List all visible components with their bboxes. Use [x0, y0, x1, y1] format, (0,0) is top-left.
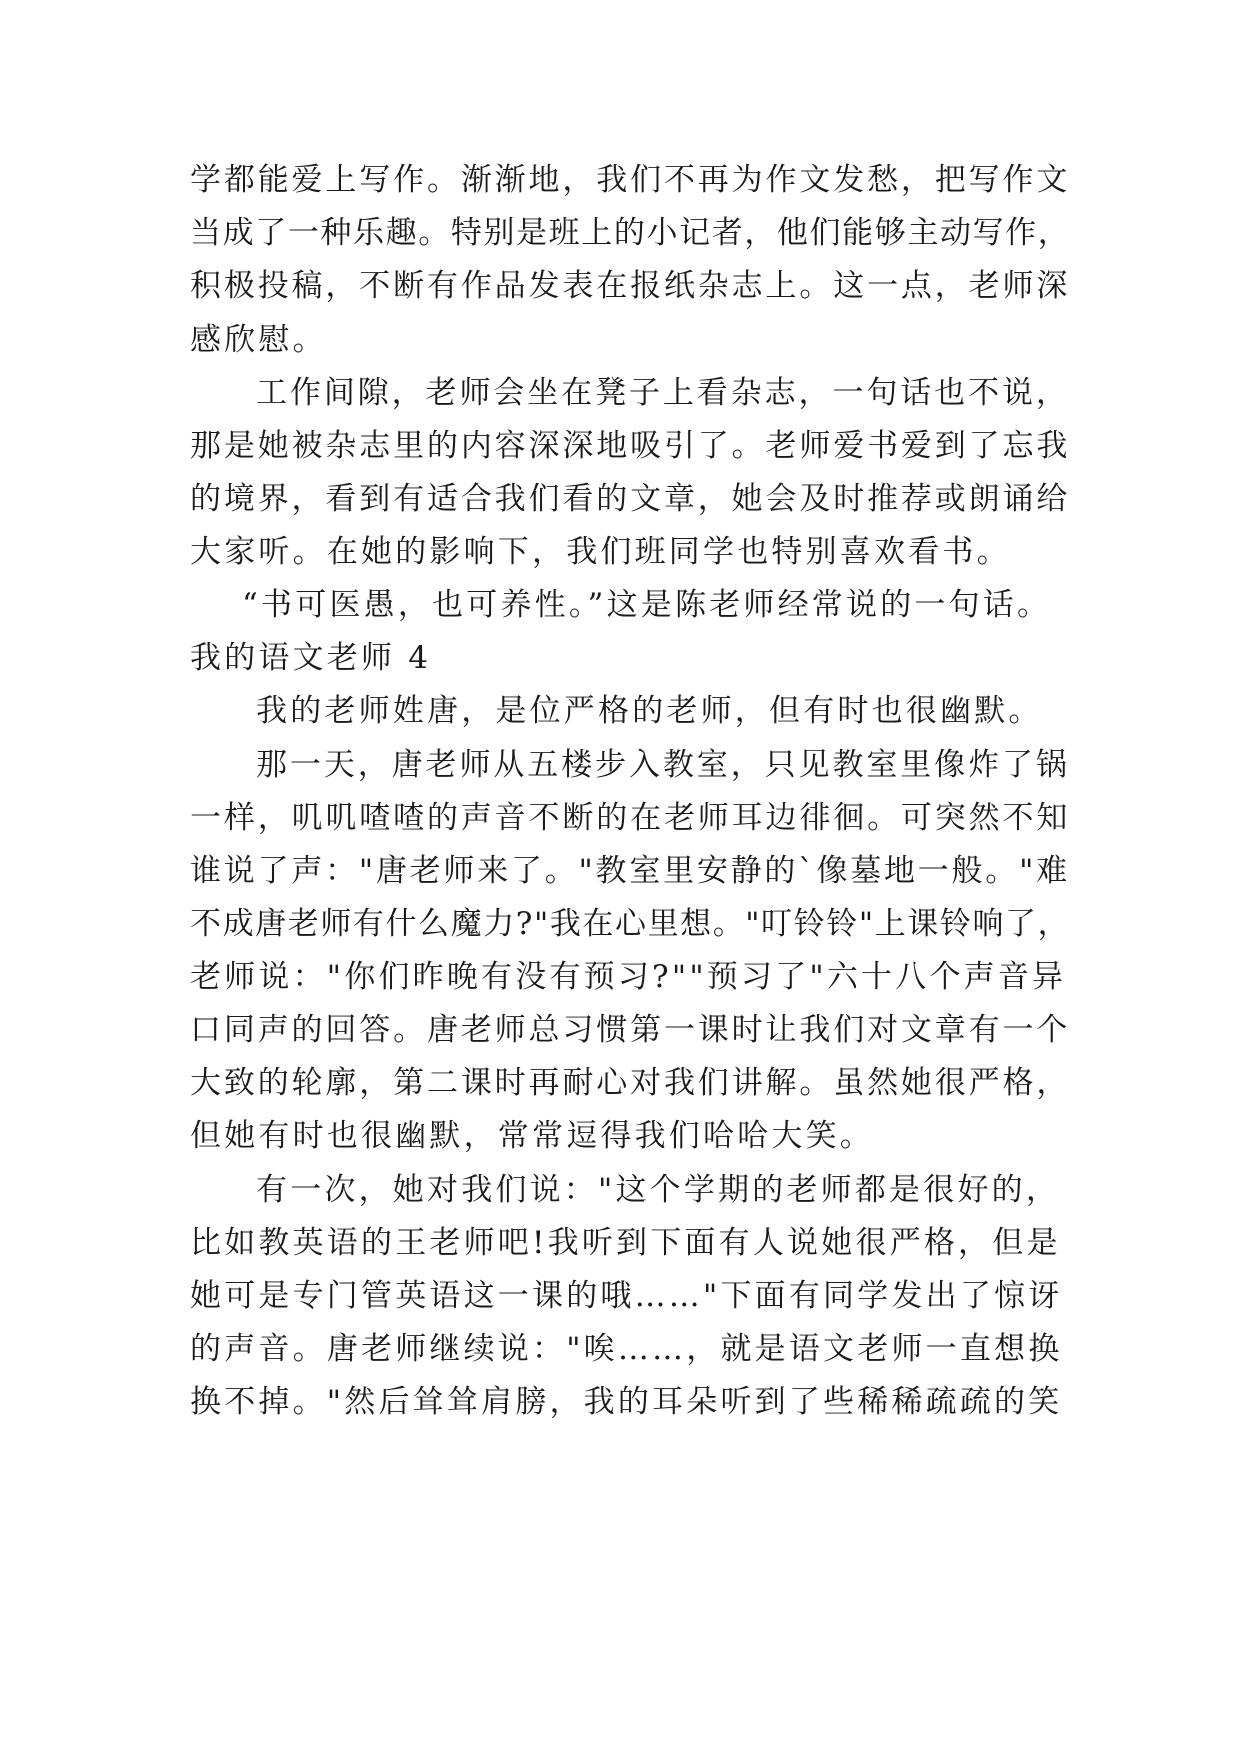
paragraph-first-line: 有一次，她对我们说："这个学期的老师都是很好的，: [256, 1172, 1061, 1208]
text-line: 她可是专门管英语这一课的哦……"下面有同学发出了惊讶: [190, 1278, 1063, 1314]
text-line: 那是她被杂志里的内容深深地吸引了。老师爱书爱到了忘我: [190, 428, 1071, 464]
text-line: 比如教英语的王老师吧!我听到下面有人说她很严格，但是: [190, 1225, 1061, 1261]
text-line: 谁说了声："唐老师来了。"教室里安静的`像墓地一般。"难: [190, 853, 1070, 889]
text-line: 当成了一种乐趣。特别是班上的小记者，他们能够主动写作，: [190, 215, 1071, 251]
text-line: 不成唐老师有什么魔力?"我在心里想。"叮铃铃"上课铃响了，: [190, 906, 1071, 942]
text-line: 大致的轮廓，第二课时再耐心对我们讲解。虽然她很严格，: [190, 1065, 1071, 1101]
text-line: 口同声的回答。唐老师总习惯第一课时让我们对文章有一个: [190, 1012, 1071, 1048]
text-line: 学都能爱上写作。渐渐地，我们不再为作文发愁，把写作文: [190, 162, 1071, 198]
text-line: 积极投稿，不断有作品发表在报纸杂志上。这一点，老师深: [190, 268, 1071, 304]
text-line: 大家听。在她的影响下，我们班同学也特别喜欢看书。: [190, 534, 1011, 570]
paragraph-first-line: 我的老师姓唐，是位严格的老师，但有时也很幽默。: [256, 693, 1043, 729]
section-heading: 我的语文老师 4: [190, 640, 432, 676]
text-line: 一样，叽叽喳喳的声音不断的在老师耳边徘徊。可突然不知: [190, 800, 1071, 836]
paragraph-first-line: 工作间隙，老师会坐在凳子上看杂志，一句话也不说，: [256, 375, 1070, 411]
paragraph-first-line: 那一天，唐老师从五楼步入教室，只见教室里像炸了锅: [256, 747, 1070, 783]
text-line: 但她有时也很幽默，常常逗得我们哈哈大笑。: [190, 1118, 874, 1154]
text-line: 的境界，看到有适合我们看的文章，她会及时推荐或朗诵给: [190, 481, 1071, 517]
text-line: 感欣慰。: [190, 322, 327, 358]
text-line: 老师说："你们昨晚有没有预习?""预习了"六十八个声音异: [190, 959, 1067, 995]
text-line: 换不掉。"然后耸耸肩膀，我的耳朵听到了些稀稀疏疏的笑: [190, 1384, 1063, 1420]
paragraph-first-line: “书可医愚，也可养性。”这是陈老师经常说的一句话。: [242, 587, 1052, 623]
text-line: 的声音。唐老师继续说："唉……，就是语文老师一直想换: [190, 1331, 1063, 1367]
